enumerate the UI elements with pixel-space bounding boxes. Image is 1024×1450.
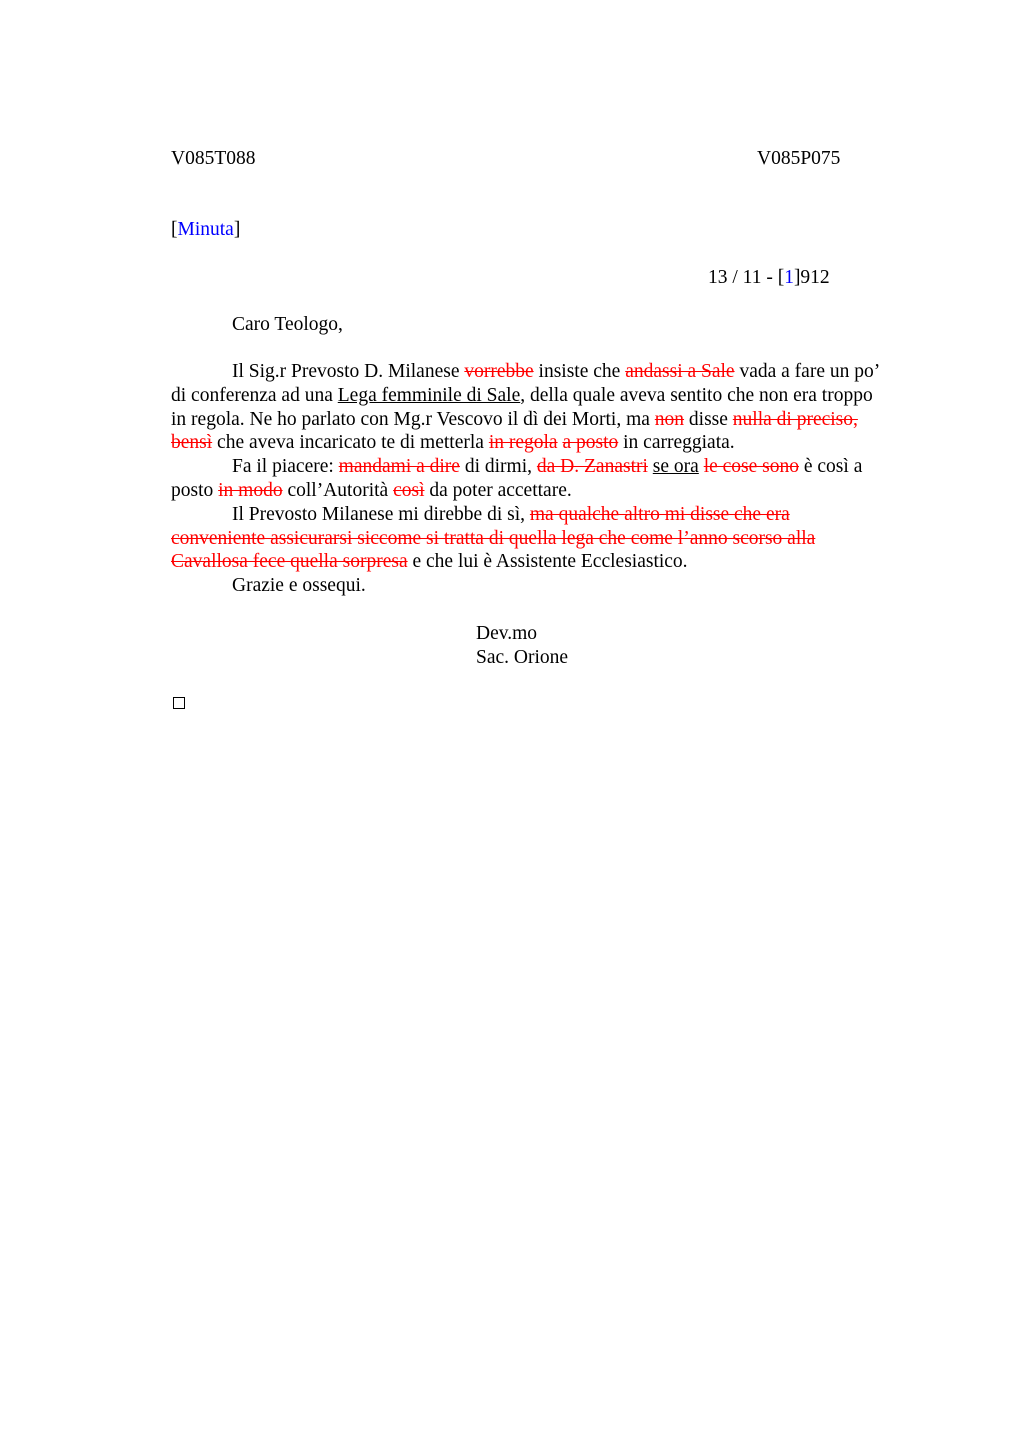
paragraph-1-line: [171, 360, 931, 384]
date-prefix: 13 / 11 - [: [708, 267, 785, 288]
deleted-text: andassi a Sale: [625, 361, 735, 382]
deleted-text: bensì: [171, 432, 213, 454]
deleted-text: così: [393, 479, 425, 501]
deleted-text: conveniente assicurarsi siccome si tratta di quella lega che come l’anno scorso alla: [171, 527, 816, 549]
deleted-text: Cavallosa fece quella sorpresa: [171, 551, 408, 573]
bracket-close: ]: [233, 219, 241, 240]
document-id-right: V085P075: [757, 148, 841, 169]
deleted-text: vorrebbe: [464, 361, 534, 382]
deleted-text: a posto: [562, 432, 619, 454]
text-segment: disse: [684, 408, 733, 430]
signature-title: Dev.mo: [476, 623, 538, 644]
paragraph-2-line: [171, 479, 931, 503]
text-segment: posto: [171, 479, 219, 501]
text-segment: , della quale aveva sentito che non era troppo: [520, 384, 873, 406]
text-segment: che aveva incaricato te di metterla: [212, 432, 489, 454]
letter-date: [708, 267, 830, 289]
deleted-text: le cose sono: [703, 456, 799, 478]
deleted-text: ma qualche altro mi disse che era: [529, 503, 790, 525]
bracket-open: [: [171, 219, 178, 240]
date-suffix: ]912: [793, 267, 830, 288]
paragraph-1-line: [171, 384, 931, 408]
minuta-word: Minuta: [177, 219, 234, 240]
underlined-text: Lega femminile di Sale: [337, 384, 521, 406]
paragraph-2-line: [171, 455, 931, 479]
deleted-text: da D. Zanastri: [536, 456, 648, 478]
text-segment: in regola. Ne ho parlato con Mg.r Vescovo il dì dei Morti, ma: [171, 408, 655, 430]
text-segment: Il Sig.r Prevosto D. Milanese: [232, 361, 465, 382]
deleted-text: nulla di preciso,: [732, 408, 858, 430]
minuta-label: [171, 219, 240, 241]
text-segment: e che lui è Assistente Ecclesiastico.: [407, 551, 688, 573]
deleted-text: in regola: [488, 432, 558, 454]
text-segment: da poter accettare.: [424, 479, 572, 501]
text-segment: di conferenza ad una: [171, 384, 338, 406]
paragraph-1-line: [171, 431, 931, 455]
text-segment: insiste che: [533, 361, 626, 382]
paragraph-3-line: [171, 550, 931, 574]
document-id-left: V085T088: [171, 148, 256, 169]
square-outline-icon: [173, 697, 185, 709]
letter-body: [171, 360, 931, 598]
text-segment: in carreggiata.: [618, 432, 735, 454]
signature-name: Sac. Orione: [476, 647, 569, 668]
paragraph-1-line: [171, 408, 931, 432]
deleted-text: in modo: [218, 479, 283, 501]
text-segment: Fa il piacere:: [232, 456, 339, 478]
date-editorial-insert: 1: [784, 267, 794, 288]
text-segment: è così a: [799, 456, 863, 478]
deleted-text: mandami a dire: [338, 456, 460, 478]
text-segment: coll’Autorità: [282, 479, 394, 501]
deleted-text: non: [654, 408, 685, 430]
text-segment: di dirmi,: [459, 456, 537, 478]
salutation: Caro Teologo,: [232, 314, 343, 335]
closing-line: Grazie e ossequi.: [232, 575, 366, 597]
underlined-text: se ora: [652, 456, 699, 478]
text-segment: vada a fare un po’: [734, 361, 881, 382]
text-segment: Il Prevosto Milanese mi direbbe di sì,: [232, 503, 530, 525]
paragraph-3-line: [171, 503, 931, 527]
paragraph-3-line: [171, 527, 931, 551]
